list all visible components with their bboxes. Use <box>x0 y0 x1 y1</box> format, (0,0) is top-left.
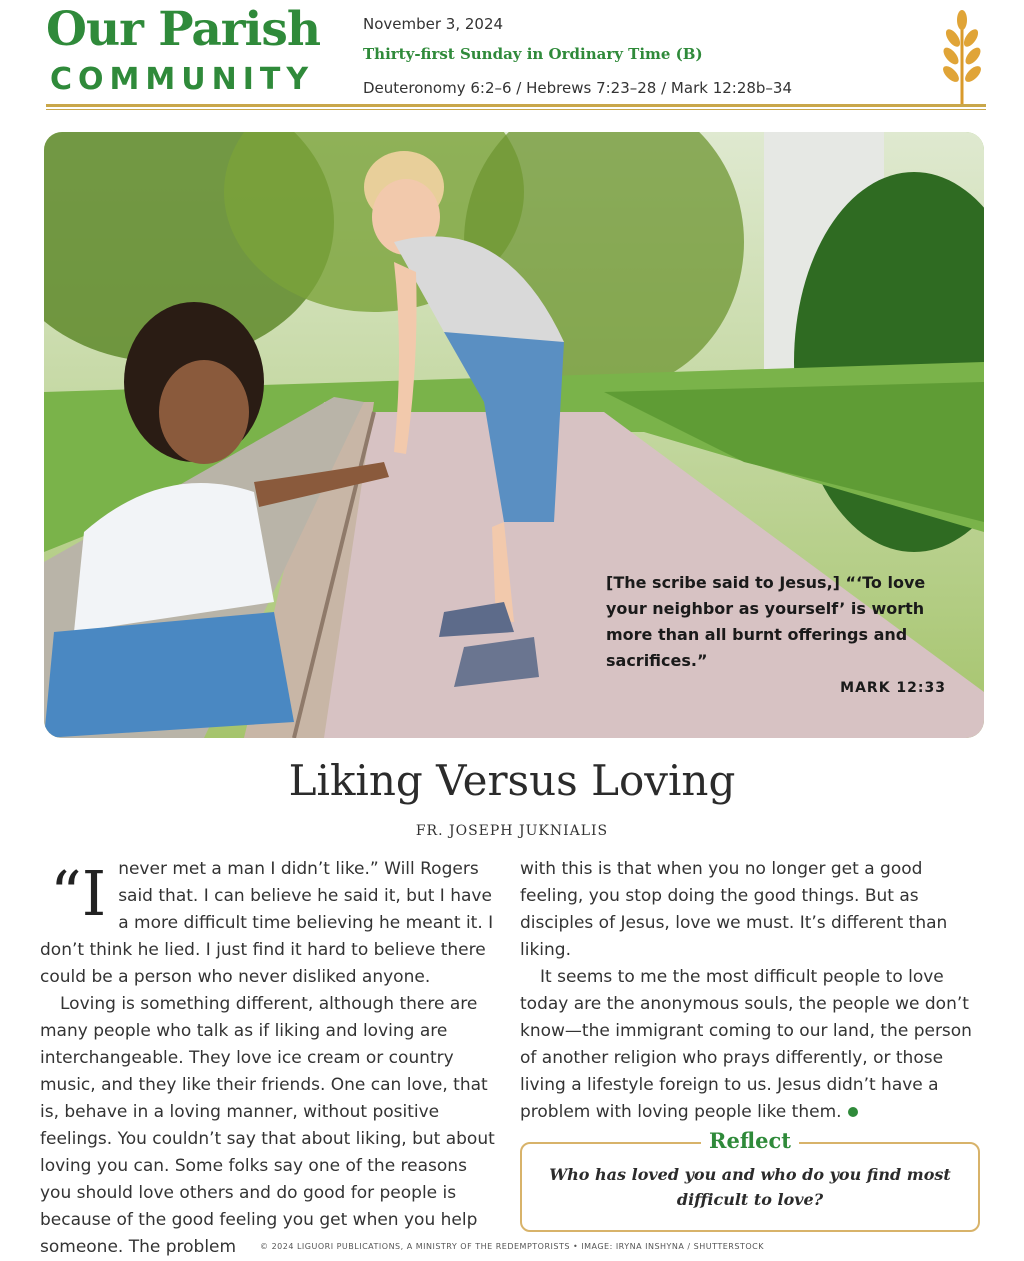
article-column-left <box>40 856 502 1261</box>
liturgical-season: Thirty-first Sunday in Ordinary Time (B) <box>363 45 703 63</box>
hero-photo <box>44 132 984 738</box>
quote-reference: MARK 12:33 <box>840 680 946 696</box>
masthead-rule-thin <box>46 109 986 110</box>
masthead-rule <box>46 104 986 107</box>
logo-title: Our Parish <box>46 2 321 57</box>
logo-subtitle: COMMUNITY <box>50 62 315 97</box>
paragraph-1 <box>40 856 502 991</box>
reflect-question: Who has loved you and who do you find most difficult to love? <box>549 1165 951 1209</box>
paragraph-4-text: It seems to me the most difficult people to love today are the anonymous souls, the people we don’t know—the immigrant coming to our land, the person of another religion who prays differently, or those living a lifestyle foreign to us. Jesus didn’t have a problem with loving people like them. <box>520 967 972 1122</box>
paragraph-1-text: never met a man I didn’t like.” Will Rogers said that. I can believe he said it, but I have a more difficult time believing he meant it. I don’t think he lied. I just find it hard to believe there could be a person who never disliked anyone. <box>40 859 494 987</box>
masthead <box>0 0 1024 112</box>
paragraph-3: with this is that when you no longer get a good feeling, you stop doing the good things. But as disciples of Jesus, love we must. It’s different than liking. <box>520 859 948 960</box>
issue-date: November 3, 2024 <box>363 15 504 33</box>
scripture-readings: Deuteronomy 6:2–6 / Hebrews 7:23–28 / Mark 12:28b–34 <box>363 79 793 97</box>
paragraph-2: Loving is something different, although there are many people who talk as if liking and loving are interchangeable. They love ice cream or country music, and they like their friends. One can love, that is, behave in a loving manner, without positive feelings. You couldn’t say that about liking, but about loving you can. Some folks say one of the reasons you should love others and do good for people is because of the good feeling you get when you help someone. The problem <box>40 994 495 1257</box>
paragraph-4 <box>520 964 986 1126</box>
dropcap: “I <box>50 857 107 930</box>
reflect-title: Reflect <box>701 1128 799 1153</box>
scripture-quote <box>606 570 946 696</box>
reflect-box <box>520 1128 980 1232</box>
article-column-right <box>520 856 986 1126</box>
article-title: Liking Versus Loving <box>288 756 736 805</box>
article-author: FR. JOSEPH JUKNIALIS <box>415 823 609 839</box>
end-mark-icon <box>848 1107 858 1117</box>
footer-credit: © 2024 LIGUORI PUBLICATIONS, A MINISTRY OF THE REDEMPTORISTS • IMAGE: IRYNA INSHYNA / SHUTTERSTOCK <box>260 1242 764 1251</box>
quote-text: [The scribe said to Jesus,] “‘To love your neighbor as yourself’ is worth more than all burnt offerings and sacrifices.” <box>606 573 926 670</box>
wheat-icon <box>936 8 988 108</box>
